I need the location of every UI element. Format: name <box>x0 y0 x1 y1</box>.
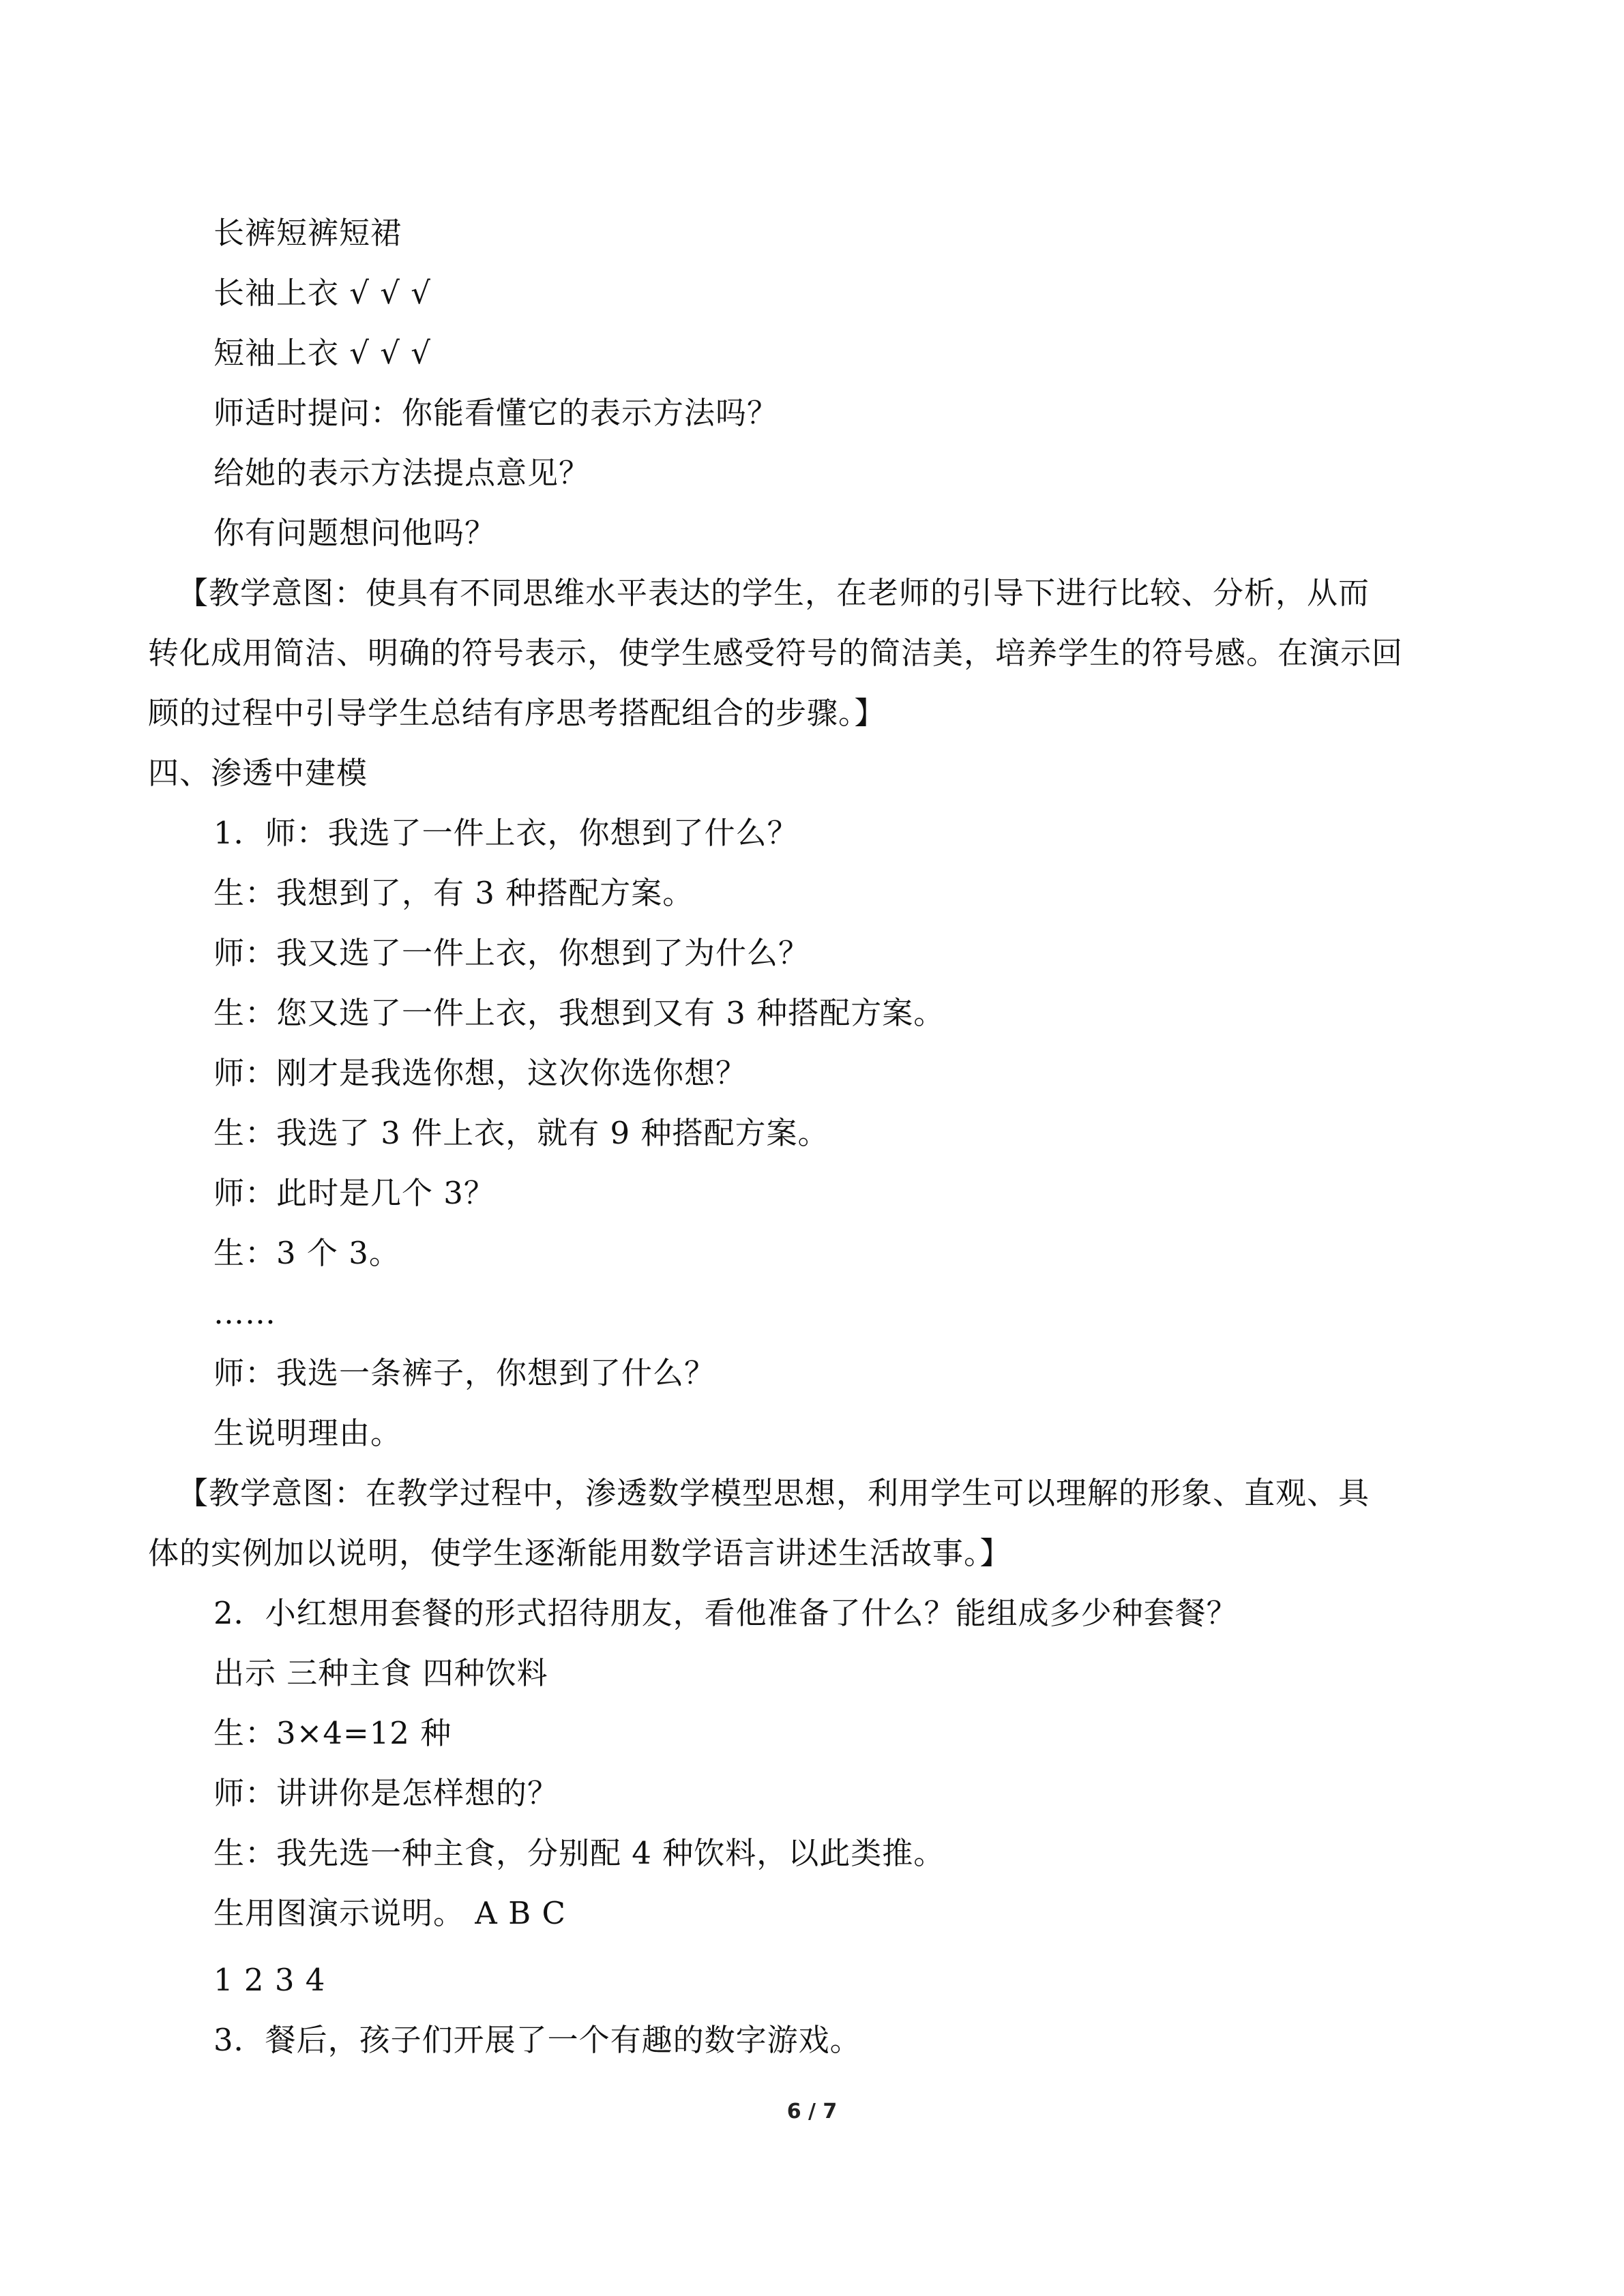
text-line: 1．师：我选了一件上衣，你想到了什么？ <box>213 815 799 851</box>
teaching-intent-paragraph: 【教学意图：使具有不同思维水平表达的学生，在老师的引导下进行比较、分析，从而 <box>177 575 1370 611</box>
text-line: 1 2 3 4 <box>213 1962 326 1998</box>
text-line: 师：我选一条裤子，你想到了什么？ <box>213 1355 716 1391</box>
text-line: 长裤短裤短裙 <box>213 215 402 251</box>
text-line: 出示 三种主食 四种饮料 <box>213 1655 548 1691</box>
teaching-intent-paragraph: 体的实例加以说明，使学生逐渐能用数学语言讲述生活故事。】 <box>148 1535 1012 1571</box>
text-line: 2．小红想用套餐的形式招待朋友，看他准备了什么？能组成多少种套餐？ <box>213 1595 1238 1631</box>
text-line: 3．餐后，孩子们开展了一个有趣的数字游戏。 <box>213 2022 861 2058</box>
teaching-intent-paragraph: 顾的过程中引导学生总结有序思考搭配组合的步骤。】 <box>148 695 886 731</box>
text-line: 生：您又选了一件上衣，我想到又有 3 种搭配方案。 <box>213 995 945 1031</box>
text-line: 师适时提问：你能看懂它的表示方法吗？ <box>213 395 779 431</box>
text-line: 师：我又选了一件上衣，你想到了为什么？ <box>213 935 810 971</box>
text-line: 生：我想到了，有 3 种搭配方案。 <box>213 875 694 911</box>
text-line: 师：讲讲你是怎样想的？ <box>213 1775 559 1811</box>
text-line: 生：3×4=12 种 <box>213 1715 452 1751</box>
page-number: 6 / 7 <box>786 2100 838 2123</box>
text-line: 给她的表示方法提点意见？ <box>213 455 591 491</box>
text-line: 生：3 个 3。 <box>213 1235 400 1271</box>
text-line: 生说明理由。 <box>213 1415 402 1451</box>
text-line: 长袖上衣 √ √ √ <box>213 275 431 311</box>
text-line: …… <box>213 1295 276 1331</box>
text-line: 师：刚才是我选你想，这次你选你想？ <box>213 1055 748 1091</box>
text-line: 生：我先选一种主食，分别配 4 种饮料，以此类推。 <box>213 1835 945 1871</box>
section-heading: 四、渗透中建模 <box>148 755 368 791</box>
text-line: 你有问题想问他吗？ <box>213 515 497 551</box>
teaching-intent-paragraph: 【教学意图：在教学过程中，渗透数学模型思想，利用学生可以理解的形象、直观、具 <box>177 1475 1370 1511</box>
teaching-intent-paragraph: 转化成用简洁、明确的符号表示，使学生感受符号的简洁美，培养学生的符号感。在演示回 <box>148 635 1404 671</box>
text-line: 生：我选了 3 件上衣，就有 9 种搭配方案。 <box>213 1115 829 1151</box>
text-line: 短袖上衣 √ √ √ <box>213 335 431 371</box>
text-line: 生用图演示说明。 A B C <box>213 1895 566 1931</box>
text-line: 师：此时是几个 3？ <box>213 1175 495 1211</box>
